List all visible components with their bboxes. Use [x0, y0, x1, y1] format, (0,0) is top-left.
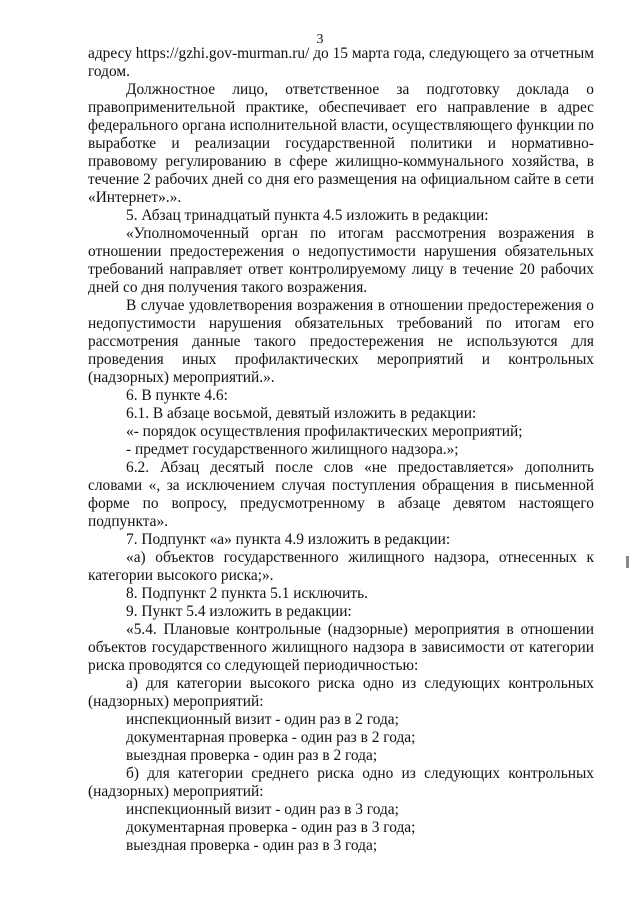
paragraph: 7. Подпункт «а» пункта 4.9 изложить в редакции:	[126, 531, 451, 548]
paragraph: б) для категории среднего риска одно из следующих контрольных (надзорных) мероприятий:	[88, 765, 594, 800]
paragraph: инспекционный визит - один раз в 2 года;	[126, 711, 399, 728]
paragraph: документарная проверка - один раз в 2 года;	[126, 729, 416, 746]
paragraph: 5. Абзац тринадцатый пункта 4.5 изложить в редакции:	[126, 207, 489, 224]
paragraph: документарная проверка - один раз в 3 года;	[126, 819, 416, 836]
paragraph: «Уполномоченный орган по итогам рассмотрения возражения в отношении предостережения о недопустимости нарушения обязательных требований направляет ответ контролируемому лицу в течение 20 рабочих дней со дня получения такого возражения.	[88, 225, 594, 296]
paragraph: 6. В пункте 4.6:	[126, 387, 228, 404]
paragraph: - предмет государственного жилищного надзора.»;	[126, 441, 459, 458]
paragraph: выездная проверка - один раз в 2 года;	[126, 747, 378, 764]
paragraph: В случае удовлетворения возражения в отношении предостережения о недопустимости нарушения обязательных требований по итогам его рассмотрения данные такого предостережения не используются для проведения иных профилактических мероприятий и контрольных (надзорных) мероприятий.».	[88, 297, 594, 386]
paragraph: «5.4. Плановые контрольные (надзорные) мероприятия в отношении объектов государственного жилищного надзора в зависимости от категории риска проводятся со следующей периодичностью:	[88, 621, 594, 674]
paragraph: Должностное лицо, ответственное за подготовку доклада о правоприменительной практике, обеспечивает его направление в адрес федерального органа исполнительной власти, осуществляющего функции по выработке и реализации государственной политики и нормативно-правовому регулированию в сфере жилищно-коммунального хозяйства, в течение 2 рабочих дней со дня его размещения на официальном сайте в сети «Интернет».».	[88, 81, 594, 206]
document-body	[88, 45, 594, 855]
paragraph: «а) объектов государственного жилищного надзора, отнесенных к категории высокого риска;».	[88, 549, 594, 584]
paragraph: «- порядок осуществления профилактических мероприятий;	[126, 423, 523, 440]
scan-margin-mark	[626, 556, 629, 568]
paragraph: инспекционный визит - один раз в 3 года;	[126, 801, 399, 818]
paragraph: 6.2. Абзац десятый после слов «не предоставляется» дополнить словами «, за исключением случая поступления обращения в письменной форме по вопросу, предусмотренному в абзаце девятом настоящего подпункта».	[88, 459, 594, 530]
paragraph: выездная проверка - один раз в 3 года;	[126, 837, 378, 854]
paragraph: 8. Подпункт 2 пункта 5.1 исключить.	[126, 585, 368, 602]
paragraph: адресу https://gzhi.gov-murman.ru/ до 15 марта года, следующего за отчетным годом.	[88, 45, 594, 80]
paragraph: 6.1. В абзаце восьмой, девятый изложить в редакции:	[126, 405, 477, 422]
page-number: 3	[316, 32, 324, 47]
paragraph: 9. Пункт 5.4 изложить в редакции:	[126, 603, 352, 620]
paragraph: а) для категории высокого риска одно из следующих контрольных (надзорных) мероприятий:	[88, 675, 594, 710]
